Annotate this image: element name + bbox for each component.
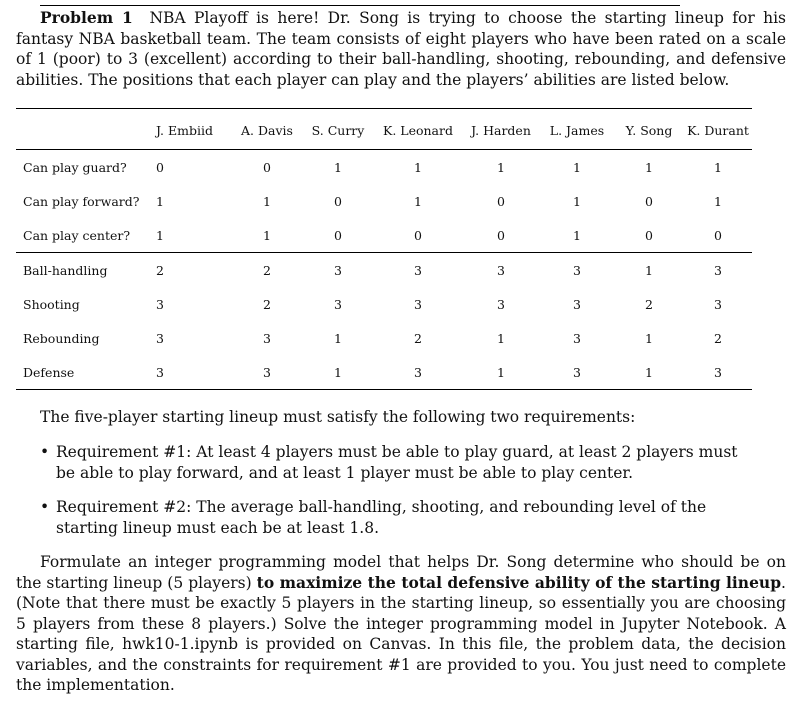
table-row bbox=[16, 218, 752, 253]
col-header: K. Leonard bbox=[383, 122, 453, 138]
row-label: Defense bbox=[23, 364, 75, 380]
cell: 0 bbox=[714, 227, 722, 243]
cell: 3 bbox=[714, 262, 722, 278]
cell: 1 bbox=[414, 159, 422, 175]
cell: 1 bbox=[156, 227, 164, 243]
final-bold-objective: to maximize the total defensive ability of the starting lineup bbox=[256, 572, 782, 592]
table-row bbox=[16, 253, 752, 288]
final-part-2: . (Note that there must be exactly 5 players in the starting lineup, so essentially you are choosing 5 players from these 8 players.) Solve the integer programming model in Jupyter Notebook. A starting file, hwk10-1.ipynb is provided on Canvas. In this file, the problem data, the decision variables, and the constraints for requirement #1 are provided to you. You just need to complete the implementation. bbox=[16, 573, 786, 694]
col-header: L. James bbox=[549, 122, 605, 138]
cell: 0 bbox=[156, 159, 164, 175]
top-rule bbox=[40, 5, 680, 6]
cell: 3 bbox=[334, 262, 342, 278]
cell: 1 bbox=[714, 159, 722, 175]
requirement-text: Requirement #2: The average ball-handling, shooting, and rebounding level of the starting lineup must each be at least 1.8. bbox=[56, 498, 707, 537]
cell: 1 bbox=[645, 330, 653, 346]
cell: 1 bbox=[573, 227, 581, 243]
col-header: S. Curry bbox=[311, 122, 365, 138]
cell: 0 bbox=[334, 193, 342, 209]
cell: 3 bbox=[156, 330, 164, 346]
table-row bbox=[16, 184, 752, 218]
cell: 1 bbox=[645, 364, 653, 380]
cell: 1 bbox=[497, 364, 505, 380]
cell: 1 bbox=[334, 330, 342, 346]
cell: 1 bbox=[497, 330, 505, 346]
cell: 0 bbox=[645, 193, 653, 209]
cell: 0 bbox=[497, 227, 505, 243]
cell: 1 bbox=[714, 193, 722, 209]
cell: 3 bbox=[573, 262, 581, 278]
cell: 1 bbox=[334, 364, 342, 380]
cell: 3 bbox=[573, 296, 581, 312]
cell: 1 bbox=[497, 159, 505, 175]
header-blank bbox=[16, 109, 156, 150]
requirement-text: Requirement #1: At least 4 players must be able to play guard, at least 2 players must be able to play forward, and at least 1 player must be able to play center. bbox=[56, 443, 738, 482]
cell: 3 bbox=[156, 296, 164, 312]
cell: 3 bbox=[497, 296, 505, 312]
cell: 3 bbox=[573, 364, 581, 380]
row-label: Can play forward? bbox=[23, 193, 140, 209]
table-row bbox=[16, 321, 752, 355]
cell: 1 bbox=[263, 193, 271, 209]
cell: 1 bbox=[645, 159, 653, 175]
cell: 2 bbox=[156, 262, 164, 278]
cell: 3 bbox=[714, 296, 722, 312]
cell: 1 bbox=[263, 227, 271, 243]
cell: 3 bbox=[263, 330, 271, 346]
col-header: Y. Song bbox=[625, 122, 673, 138]
row-label: Ball-handling bbox=[23, 262, 108, 278]
cell: 0 bbox=[334, 227, 342, 243]
cell: 1 bbox=[334, 159, 342, 175]
cell: 0 bbox=[263, 159, 271, 175]
col-header: K. Durant bbox=[687, 122, 749, 138]
problem-label: Problem 1 bbox=[40, 8, 133, 27]
requirement-item-1 bbox=[40, 442, 740, 483]
cell: 2 bbox=[714, 330, 722, 346]
row-label: Rebounding bbox=[23, 330, 100, 346]
final-paragraph bbox=[16, 552, 786, 696]
table-row bbox=[16, 355, 752, 390]
problem-statement bbox=[16, 8, 786, 90]
cell: 3 bbox=[714, 364, 722, 380]
cell: 3 bbox=[334, 296, 342, 312]
col-header: A. Davis bbox=[241, 122, 293, 138]
cell: 3 bbox=[414, 296, 422, 312]
cell: 2 bbox=[414, 330, 422, 346]
row-label: Can play guard? bbox=[23, 159, 127, 175]
cell: 3 bbox=[414, 262, 422, 278]
row-label: Can play center? bbox=[23, 227, 131, 243]
cell: 3 bbox=[263, 364, 271, 380]
problem-intro: NBA Playoff is here! Dr. Song is trying to choose the starting lineup for his fantasy NBA basketball team. The team consists of eight players who have been rated on a scale of 1 (poor) to 3 (excellent) according to their ball-handling, shooting, rebounding, and defensive abilities. The positions that each player can play and the players’ abilities are listed below. bbox=[16, 9, 786, 89]
cell: 0 bbox=[645, 227, 653, 243]
cell: 2 bbox=[263, 262, 271, 278]
table-row bbox=[16, 150, 752, 185]
cell: 0 bbox=[414, 227, 422, 243]
final-part-1: Formulate an integer programming model that helps Dr. Song determine who should be on the starting lineup (5 players) bbox=[16, 553, 786, 592]
cell: 3 bbox=[573, 330, 581, 346]
requirement-item-2 bbox=[40, 497, 740, 538]
table-row bbox=[16, 287, 752, 321]
cell: 2 bbox=[263, 296, 271, 312]
col-header: J. Embiid bbox=[156, 122, 213, 138]
bullet-icon: • bbox=[40, 443, 50, 461]
cell: 2 bbox=[645, 296, 653, 312]
col-header: J. Harden bbox=[471, 122, 531, 138]
table-header-row bbox=[16, 109, 752, 150]
requirements-intro: The five-player starting lineup must satisfy the following two requirements: bbox=[40, 408, 636, 426]
cell: 1 bbox=[645, 262, 653, 278]
player-table bbox=[16, 108, 752, 390]
cell: 1 bbox=[573, 193, 581, 209]
cell: 1 bbox=[414, 193, 422, 209]
cell: 3 bbox=[497, 262, 505, 278]
cell: 1 bbox=[573, 159, 581, 175]
row-label: Shooting bbox=[23, 296, 80, 312]
cell: 0 bbox=[497, 193, 505, 209]
cell: 1 bbox=[156, 193, 164, 209]
bullet-icon: • bbox=[40, 498, 50, 516]
cell: 3 bbox=[414, 364, 422, 380]
cell: 3 bbox=[156, 364, 164, 380]
